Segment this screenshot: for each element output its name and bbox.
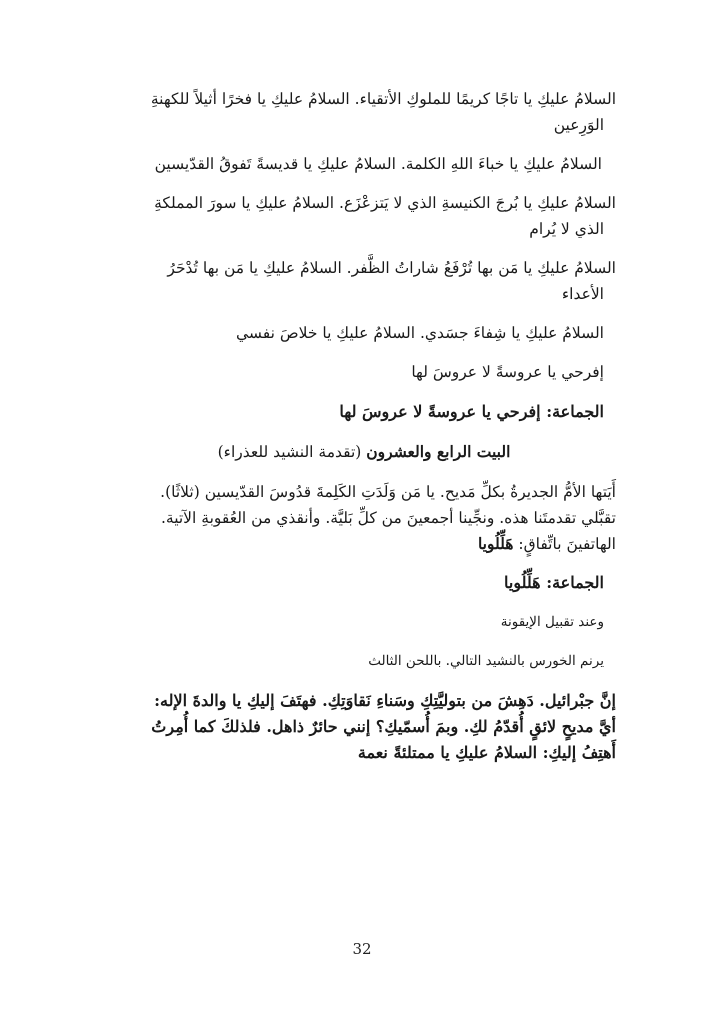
kontakion-line-3: أَهتِفُ إليكِ: السلامُ عليكِ يا ممتلئةً نعمة: [357, 743, 616, 762]
chorus-response-2: [112, 570, 616, 596]
chorus-text: إفرحي يا عروسةً لا عروسَ لها: [339, 402, 541, 421]
salutation-paragraph-3-line-1: السلامُ عليكِ يا بُرجَ الكنيسةِ الذي لا يَتزعْزَع. السلامُ عليكِ يا سورَ المملكةِ: [154, 194, 616, 212]
salutation-paragraph-4-line-2: الأعداء: [561, 285, 604, 303]
document-page: [112, 86, 616, 766]
chorus-text: هَلِّلُويا: [503, 573, 541, 592]
section-heading-title: البيت الرابع والعشرون: [366, 442, 511, 461]
salutation-paragraph-3-line-2: الذي لا يُرام: [529, 220, 604, 238]
ode-line-3-halleluia: هَلِّلُويا: [477, 534, 514, 553]
kontakion-line-2: أيَّ مديحٍ لائقٍ أُقدّمُ لكِ. وبمَ أُسمّيكِ؟ إنني حائرٌ ذاهل. فلذلكَ كما أُمِرتُ: [151, 717, 616, 736]
kontakion-paragraph: [112, 688, 616, 766]
chorus-label: الجماعة:: [546, 402, 604, 421]
rubric-instruction-1: وعند تقبيل الإيقونة: [500, 614, 604, 630]
section-heading: [112, 439, 616, 465]
salutation-paragraph-1-line-2: الوَرِعين: [553, 116, 604, 134]
ode-paragraph: [112, 479, 616, 557]
ode-line-3-text: الهاتفينَ باتِّفاقٍ:: [518, 535, 616, 553]
salutation-paragraph-4-line-1: السلامُ عليكِ يا مَن بها تُرْفَعُ شاراتُ الظَّفر. السلامُ عليكِ يا مَن بها تُدْحَرُ: [167, 259, 616, 277]
salutation-paragraph-1-line-1: السلامُ عليكِ يا تاجًا كريمًا للملوكِ الأتقياء. السلامُ عليكِ يا فخرًا أثيلاً للكهنةِ: [150, 90, 616, 108]
ode-line-2: تقبَّلي تقدمتَنا هذه. ونجِّينا أجمعينَ من كلِّ بَليَّة. وأنقذي من العُقوبةِ الآتية.: [160, 509, 616, 527]
chorus-response-1: [112, 399, 616, 425]
salutation-paragraph-5: السلامُ عليكِ يا شِفاءَ جسَدي. السلامُ عليكِ يا خلاصَ نفسي: [236, 324, 604, 342]
kontakion-line-1: إنَّ جبْرائيل. دَهِشَ من بتوليَّتِكِ وسَناءِ نَقاوَتِكِ. فهتَفَ إليكِ يا والدةَ الإله:: [154, 691, 616, 710]
section-heading-subtitle: (تقدمة النشيد للعذراء): [217, 443, 362, 461]
salutation-paragraph-2: السلامُ عليكِ يا خباءَ اللهِ الكلمة. السلامُ عليكِ يا قديسةً تَفوقُ القدّيسين: [154, 155, 602, 173]
rubric-instruction-2: يرنم الخورس بالنشيد التالي. باللحن الثالث: [368, 653, 604, 669]
ode-line-1: أَيَتها الأمُّ الجديرةُ بكلِّ مَديح. يا مَن وَلَدَتِ الكَلِمةَ قدُوسَ القدّيسين (ثلاثًا).: [160, 483, 616, 501]
chorus-label: الجماعة:: [546, 573, 604, 592]
page-number: 32: [352, 940, 372, 958]
ode-line-3: [112, 531, 616, 557]
salutation-paragraph-6: إفرحي يا عروسةً لا عروسَ لها: [411, 363, 604, 381]
